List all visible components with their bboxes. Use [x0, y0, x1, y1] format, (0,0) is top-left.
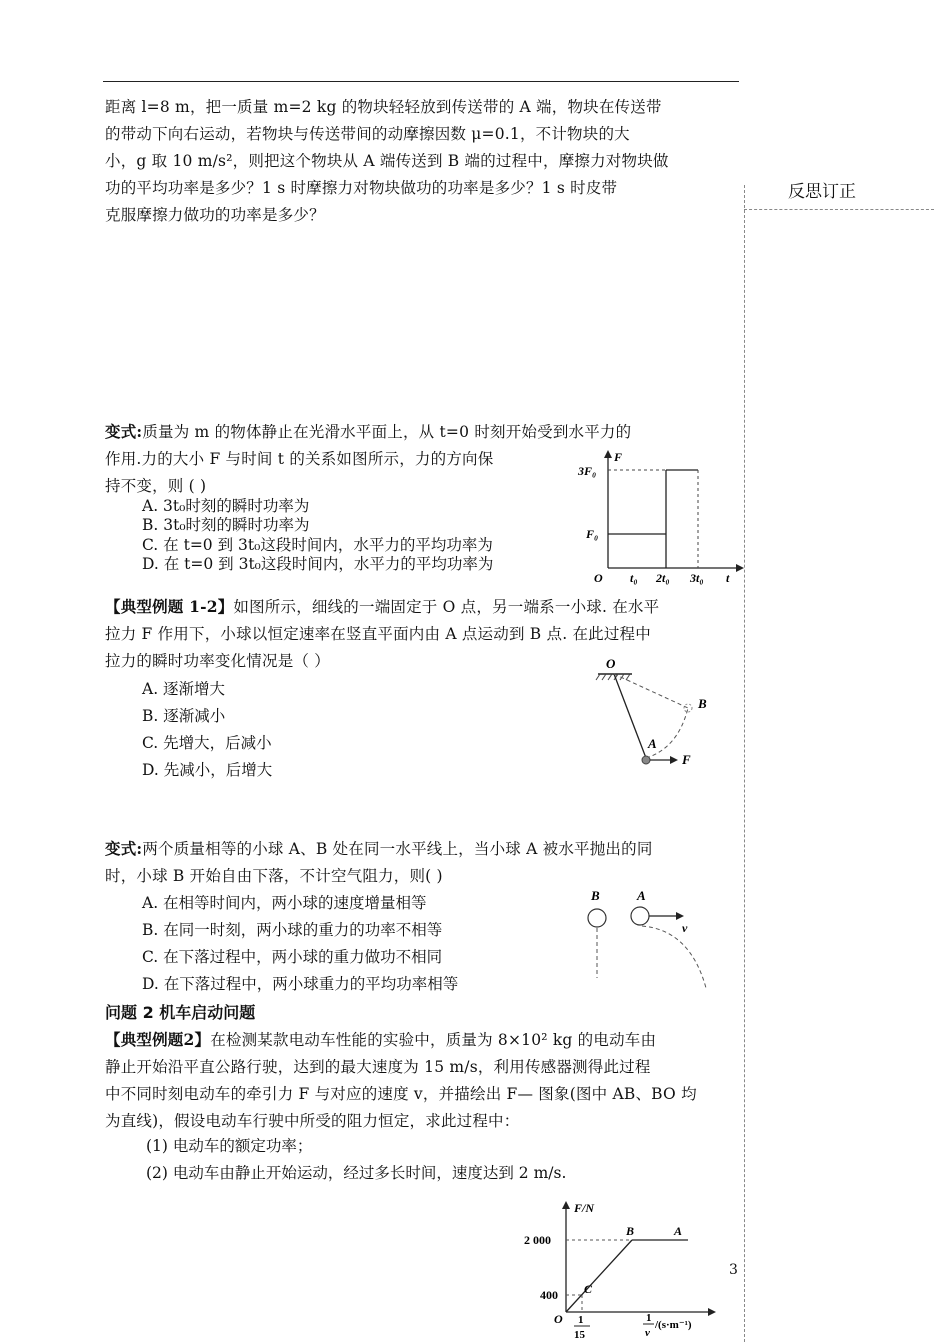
problem2-question-2: (2) 电动车由静止开始运动，经过多长时间，速度达到 2 m/s. [146, 1164, 567, 1182]
graph-tick-f0: F₀ [586, 527, 599, 541]
variant1-option-a: A. 3t₀时刻的瞬时功率为 [142, 497, 310, 515]
problem2-label: 【典型例题2】 [105, 1030, 211, 1049]
intro-line: 距离 l=8 m，把一质量 m=2 kg 的物块轻轻放到传送带的 A 端，物块在传送带 [105, 98, 662, 116]
pendulum-label-f: F [682, 752, 691, 767]
fv-point-b: B [626, 1224, 635, 1238]
example12-label: 【典型例题 1-2】 [105, 597, 234, 616]
variant1-option-c: C. 在 t=0 到 3t₀这段时间内，水平力的平均功率为 [142, 536, 493, 554]
example12-line: 拉力的瞬时功率变化情况是（ ） [105, 652, 330, 670]
pendulum-label-a: A [648, 736, 657, 751]
graph-x-label: t [726, 571, 730, 585]
variant2-option-b: B. 在同一时刻，两小球的重力的功率不相等 [142, 921, 443, 939]
variant2-line: 时，小球 B 开始自由下落，不计空气阻力，则( ) [105, 867, 443, 885]
fv-xaxis-den: v [645, 1327, 650, 1339]
variant1-line: 作用.力的大小 F 与时间 t 的关系如图所示，力的方向保 [105, 450, 494, 468]
fv-origin: O [554, 1312, 563, 1326]
fv-xaxis-num: 1 [646, 1312, 652, 1324]
problem2-line: 静止开始沿平直公路行驶，达到的最大速度为 15 m/s，利用传感器测得此过程 [105, 1058, 651, 1076]
example12-option-b: B. 逐渐减小 [142, 707, 226, 725]
fv-tick-2000: 2 000 [524, 1233, 551, 1247]
problem2-line: 为直线)，假设电动车行驶中所受的阻力恒定，求此过程中： [105, 1112, 520, 1130]
fv-xtick-den: 15 [574, 1329, 585, 1341]
graph-tick-3f0: 3F₀ [578, 464, 597, 478]
graph-tick-3t0: 3t₀ [690, 571, 704, 585]
example12-option-a: A. 逐渐增大 [142, 680, 226, 698]
fv-point-c: C [584, 1282, 593, 1296]
graph-origin: O [594, 571, 603, 585]
force-time-graph [574, 448, 744, 588]
intro-line: 小，g 取 10 m/s²，则把这个物块从 A 端传送到 B 端的过程中，摩擦力对物块做 [105, 152, 669, 170]
problem2-stem [105, 1026, 741, 1135]
variant1-line: 质量为 m 的物体静止在光滑水平面上，从 t=0 时刻开始受到水平力的 [142, 423, 632, 441]
intro-problem [105, 94, 741, 229]
example12-option-c: C. 先增大，后减小 [142, 734, 272, 752]
intro-line: 功的平均功率是多少？1 s 时摩擦力对物块做功的功率是多少？1 s 时皮带 [105, 179, 618, 197]
margin-divider [744, 185, 745, 1342]
variant2-label: 变式: [105, 839, 143, 858]
fv-tick-400: 400 [540, 1288, 558, 1302]
fv-y-label: F/N [574, 1201, 595, 1215]
variant1-label: 变式: [105, 422, 143, 441]
problem2-question-1: (1) 电动车的额定功率； [146, 1137, 313, 1155]
variant2-line: 两个质量相等的小球 A、B 处在同一水平线上，当小球 A 被水平抛出的同 [142, 840, 653, 858]
example12-option-d: D. 先减小，后增大 [142, 761, 273, 779]
variant1-line: 持不变，则 ( ) [105, 477, 207, 495]
variant2-stem [105, 835, 741, 890]
variant2-option-d: D. 在下落过程中，两小球重力的平均功率相等 [142, 975, 459, 993]
problem2-line: 中不同时刻电动车的牵引力 F 与对应的速度 v，并描绘出 F— 图象(图中 AB、BO 均 [105, 1085, 697, 1103]
problem2-heading: 问题 2 机车启动问题 [105, 1003, 256, 1022]
example12-line: 如图所示，细线的一端固定于 O 点，另一端系一小球. 在水平 [233, 598, 660, 616]
projectile-label-v: v [682, 921, 688, 935]
graph-y-label: F [614, 450, 623, 464]
problem2-line: 在检测某款电动车性能的实验中，质量为 8×10² kg 的电动车由 [210, 1031, 657, 1049]
example12-line: 拉力 F 作用下，小球以恒定速率在竖直平面内由 A 点运动到 B 点. 在此过程中 [105, 625, 651, 643]
variant2-option-c: C. 在下落过程中，两小球的重力做功不相同 [142, 948, 443, 966]
projectile-figure [580, 884, 720, 994]
graph-tick-t0: t₀ [630, 571, 638, 585]
sidebar-title: 反思订正 [788, 182, 856, 202]
variant2-option-a: A. 在相等时间内，两小球的速度增量相等 [142, 894, 427, 912]
graph-tick-2t0: 2t₀ [656, 571, 670, 585]
projectile-label-a: A [637, 888, 646, 903]
pendulum-figure [594, 656, 724, 776]
intro-line: 克服摩擦力做功的功率是多少？ [105, 206, 325, 224]
page-number: 3 [729, 1262, 738, 1278]
variant1-option-d: D. 在 t=0 到 3t₀这段时间内，水平力的平均功率为 [142, 555, 494, 573]
variant1-option-b: B. 3t₀时刻的瞬时功率为 [142, 516, 310, 534]
pendulum-label-o: O [606, 656, 616, 671]
pendulum-label-b: B [698, 696, 707, 711]
projectile-label-b: B [591, 888, 600, 903]
sidebar-title-rule [744, 209, 934, 210]
force-velocity-graph [520, 1197, 720, 1342]
intro-line: 的带动下向右运动，若物块与传送带间的动摩擦因数 μ=0.1，不计物块的大 [105, 125, 630, 143]
fv-xtick-num: 1 [578, 1314, 584, 1326]
header-rule [103, 81, 739, 82]
fv-point-a: A [674, 1224, 683, 1238]
fv-xaxis-unit: /(s·m⁻¹) [655, 1319, 692, 1331]
